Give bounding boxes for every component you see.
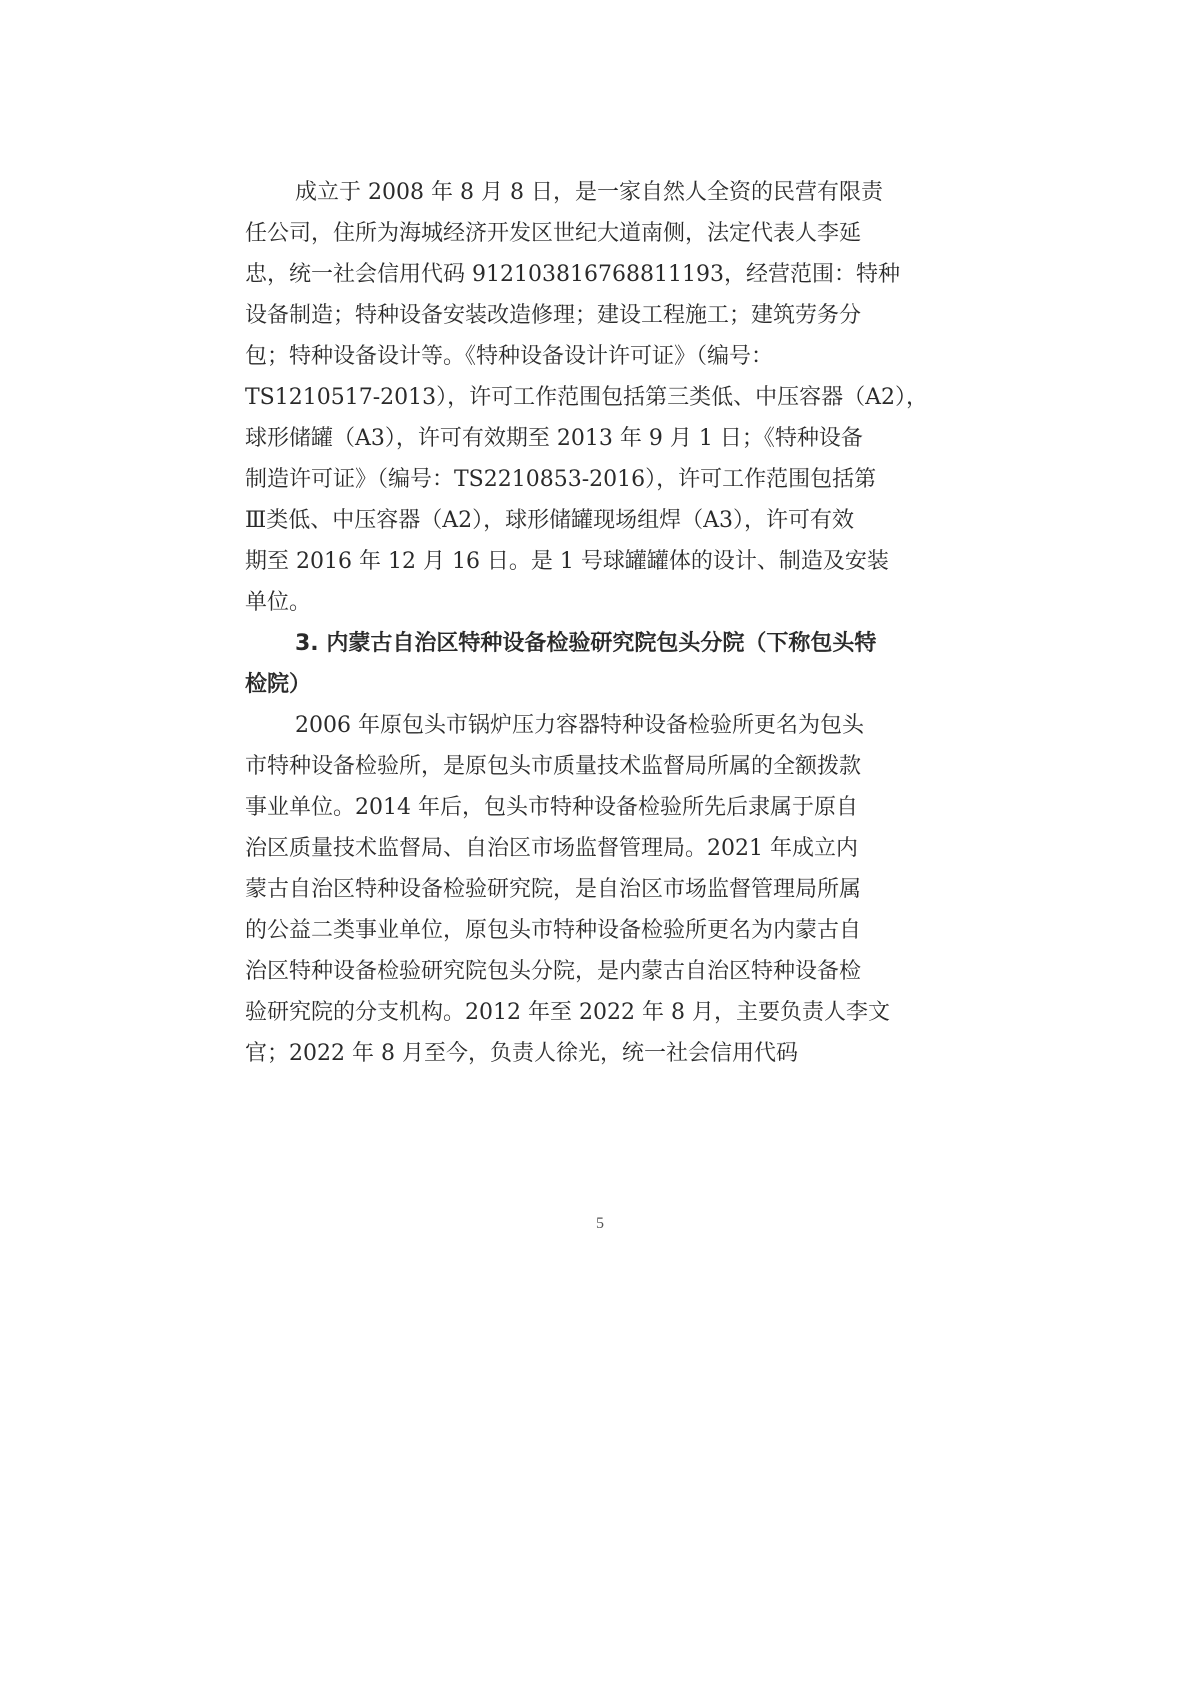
text-line: 的公益二类事业单位，原包头市特种设备检验所更名为内蒙古自 bbox=[245, 918, 862, 943]
text-line: 设备制造；特种设备安装改造修理；建设工程施工；建筑劳务分 bbox=[245, 303, 862, 328]
text-line: 市特种设备检验所，是原包头市质量技术监督局所属的全额拨款 bbox=[245, 754, 862, 779]
text-line: 事业单位。2014 年后，包头市特种设备检验所先后隶属于原自 bbox=[245, 795, 858, 820]
text-line: 官；2022 年 8 月至今，负责人徐光，统一社会信用代码 bbox=[245, 1041, 798, 1066]
text-line: 制造许可证》（编号：TS2210853-2016），许可工作范围包括第 bbox=[245, 467, 877, 492]
section-heading: 3. 内蒙古自治区特种设备检验研究院包头分院（下称包头特 bbox=[295, 631, 877, 656]
page-number: 5 bbox=[596, 1215, 604, 1232]
text-line: 治区特种设备检验研究院包头分院，是内蒙古自治区特种设备检 bbox=[245, 959, 862, 984]
section-heading-continued: 检院） bbox=[245, 672, 312, 697]
text-line: TS1210517-2013），许可工作范围包括第三类低、中压容器（A2）， bbox=[245, 385, 929, 410]
text-line: 2006 年原包头市锅炉压力容器特种设备检验所更名为包头 bbox=[295, 713, 864, 738]
text-line: 成立于 2008 年 8 月 8 日，是一家自然人全资的民营有限责 bbox=[295, 180, 883, 205]
text-line: 任公司，住所为海城经济开发区世纪大道南侧，法定代表人李延 bbox=[245, 221, 862, 246]
text-line: 期至 2016 年 12 月 16 日。是 1 号球罐罐体的设计、制造及安装 bbox=[245, 549, 889, 574]
text-line: 球形储罐（A3），许可有效期至 2013 年 9 月 1 日；《特种设备 bbox=[245, 426, 863, 451]
text-line: 包；特种设备设计等。《特种设备设计许可证》（编号： bbox=[245, 344, 774, 369]
text-line: Ⅲ类低、中压容器（A2），球形储罐现场组焊（A3），许可有效 bbox=[245, 508, 854, 533]
text-line: 蒙古自治区特种设备检验研究院，是自治区市场监督管理局所属 bbox=[245, 877, 862, 902]
text-line: 忠，统一社会信用代码 912103816768811193，经营范围：特种 bbox=[245, 262, 900, 287]
text-line: 治区质量技术监督局、自治区市场监督管理局。2021 年成立内 bbox=[245, 836, 858, 861]
text-line: 验研究院的分支机构。2012 年至 2022 年 8 月，主要负责人李文 bbox=[245, 1000, 890, 1025]
body-text bbox=[245, 172, 940, 1074]
text-line: 单位。 bbox=[245, 590, 312, 615]
